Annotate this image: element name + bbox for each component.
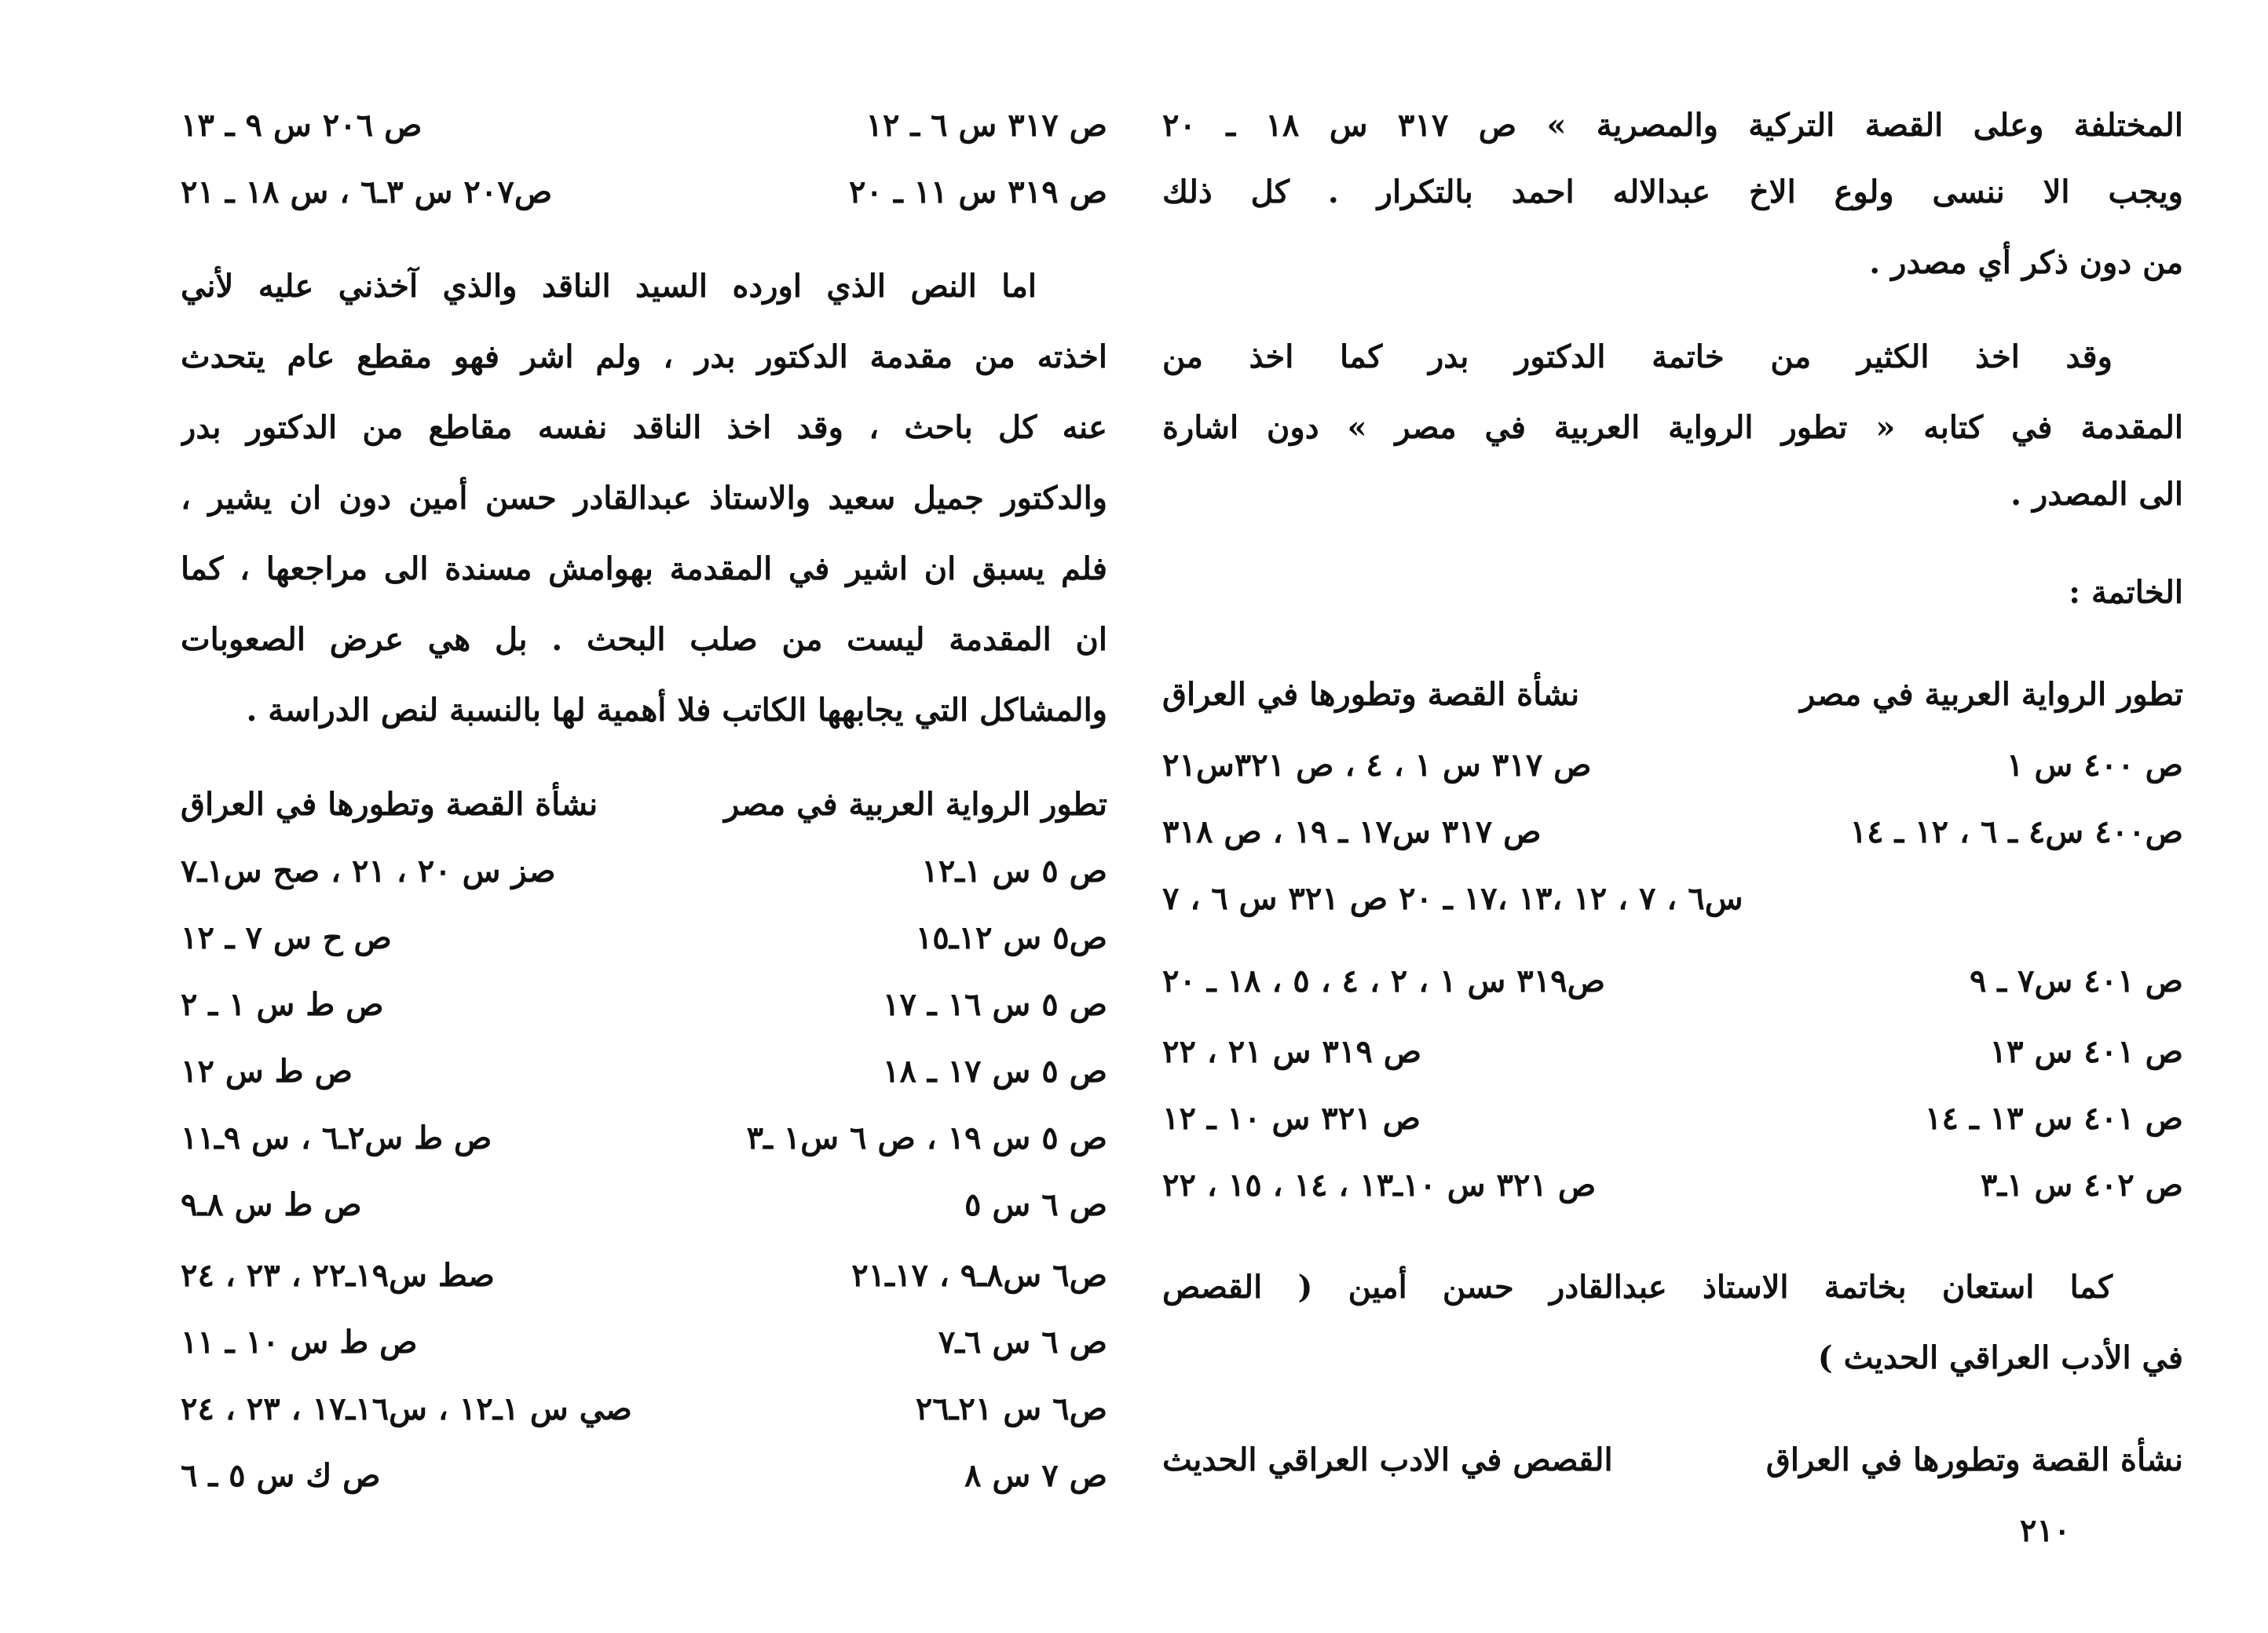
paragraph-line: والمشاكل التي يجابهها الكاتب فلا أهمية لها بالنسبة لنص الدراسة . [246, 692, 1107, 729]
table-cell-left: ص ك س ٥ ـ ٦ [181, 1457, 381, 1494]
paragraph-line: المختلفة وعلى القصة التركية والمصرية » ص ٣١٧ س ١٨ ـ ٢٠ [1162, 107, 2183, 144]
table-cell-right: ص ٥ س ١٧ ـ ١٨ [883, 1053, 1107, 1090]
table-cell-right: ص ٤٠٢ س ١ـ٣ [1980, 1167, 2183, 1204]
table-row [181, 1182, 1107, 1229]
table-cell-left: ص ٣٢١ س ١٠ ـ ١٢ [1162, 1100, 1421, 1137]
table-row [181, 169, 1107, 216]
table-row [1162, 742, 2183, 789]
paragraph-line: ان المقدمة ليست من صلب البحث . بل هي عرض الصعوبات [181, 621, 1107, 658]
table-row [181, 915, 1107, 962]
table-row [181, 1252, 1107, 1299]
table-header-left: نشأة القصة وتطورها في العراق [181, 786, 598, 823]
table-cell-right: ص ٤٠١ س ١٣ ـ ١٤ [1925, 1100, 2183, 1137]
table-header-left: القصص في الادب العراقي الحديث [1162, 1441, 1613, 1478]
table-row [1162, 1028, 2183, 1076]
table-cell-right: ص ٤٠٠ س ١ [2006, 747, 2183, 784]
table-row [181, 1115, 1107, 1162]
paragraph-line: عنه كل باحث ، وقد اخذ الناقد نفسه مقاطع من الدكتور بدر [181, 409, 1107, 446]
table-header-row [181, 781, 1107, 828]
table-cell-left: ص ٣١٧ س ١ ، ٤ ، ص ٣٢١س٢١ [1162, 747, 1592, 784]
table-cell-left: ص ٢٠٦ س ٩ ـ ١٣ [181, 107, 423, 144]
table-header-row [1162, 1437, 2183, 1484]
table-cell-left: ص ط س ٨ـ٩ [181, 1186, 362, 1223]
table-cell-right: ص٦ س ٢١ـ٢٦ [915, 1390, 1107, 1427]
table-header-left: نشأة القصة وتطورها في العراق [1162, 676, 1580, 713]
paragraph-line: من دون ذكر أي مصدر . [1869, 244, 2183, 281]
table-cell-right: ص ٣١٩ س ١١ ـ ٢٠ [849, 174, 1107, 210]
paragraph-line: الى المصدر . [2010, 476, 2183, 513]
table-cell-left: ص ط س٢ـ٦ ، س ٩ـ١١ [181, 1120, 492, 1156]
table-cell-left: صز س ٢٠ ، ٢١ ، صح س١ـ٧ [181, 853, 556, 890]
table-cell-left: ص ط س ١٠ ـ ١١ [181, 1324, 418, 1361]
table-cell-left: ص ٣١٩ س ٢١ ، ٢٢ [1162, 1033, 1422, 1070]
table-row [181, 1048, 1107, 1095]
table-cell-right: ص ٣١٧ س ٦ ـ ١٢ [865, 107, 1107, 144]
table-row [181, 102, 1107, 149]
table-cell-right: ص ٥ س ١٦ ـ ١٧ [883, 986, 1107, 1023]
paragraph-line: في الأدب العراقي الحديث ) [1817, 1339, 2183, 1376]
table-row [181, 1319, 1107, 1366]
table-header-right: تطور الرواية العربية في مصر [1800, 676, 2183, 713]
table-row [181, 1386, 1107, 1433]
table-row [1162, 875, 2183, 922]
table-cell-left: صط س١٩ـ٢٢ ، ٢٣ ، ٢٤ [181, 1257, 495, 1294]
left-page [181, 0, 1107, 1633]
table-cell-right: ص ٦ س ٥ [964, 1186, 1107, 1223]
paragraph-line: كما استعان بخاتمة الاستاذ عبدالقادر حسن أمين ( القصص [1162, 1269, 2113, 1306]
table-header-right: نشأة القصة وتطورها في العراق [1765, 1441, 2183, 1478]
table-cell-right: ص٦ س٨ـ٩ ، ١٧ـ٢١ [851, 1257, 1107, 1294]
table-cell-left: ص ط س ١٢ [181, 1053, 353, 1090]
table-cell-right: ص ٤٠١ س٧ ـ ٩ [1969, 963, 2183, 999]
table-cell-right: ص ٥ س ١ـ١٢ [921, 853, 1107, 890]
table-cell-left: ص ٣٢١ س ١٠ـ١٣ ، ١٤ ، ١٥ ، ٢٢ [1162, 1167, 1597, 1204]
table-cell-left: ص ٣١٧ س١٧ ـ ١٩ ، ص ٣١٨ [1162, 813, 1542, 850]
paragraph-line: اما النص الذي اورده السيد الناقد والذي آخذني عليه لأني [181, 268, 1037, 305]
paragraph-line: والدكتور جميل سعيد والاستاذ عبدالقادر حسن أمين دون ان يشير ، [181, 480, 1107, 517]
table-cell-left: ص ح س ٧ ـ ١٢ [181, 919, 392, 956]
table-cell-left: ص٣١٩ س ١ ، ٢ ، ٤ ، ٥ ، ١٨ ـ ٢٠ [1162, 963, 1606, 999]
paragraph-line: وقد اخذ الكثير من خاتمة الدكتور بدر كما اخذ من [1162, 338, 2113, 375]
table-header-right: تطور الرواية العربية في مصر [724, 786, 1107, 823]
table-cell-right: ص ٧ س ٨ [964, 1457, 1107, 1494]
table-cell-right: ص ٤٠١ س ١٣ [1989, 1033, 2183, 1070]
page-number: ٢١٠ [2020, 1512, 2071, 1549]
table-cell-right: ص ٥ س ١٩ ، ص ٦ س١ ـ٣ [746, 1120, 1107, 1156]
table-row [1162, 1095, 2183, 1142]
table-cell-left: صي س ١ـ١٢ ، س١٦ـ١٧ ، ٢٣ ، ٢٤ [181, 1390, 632, 1427]
section-heading: الخاتمة : [2069, 574, 2183, 611]
right-page [1162, 0, 2183, 1633]
table-row [181, 981, 1107, 1028]
table-cell-right: ص٥ س ١٢ـ١٥ [915, 919, 1107, 956]
paragraph-line: ويجب الا ننسى ولوع الاخ عبدالاله احمد بالتكرار . كل ذلك [1162, 174, 2183, 210]
table-cell-left: ص ط س ١ ـ ٢ [181, 986, 384, 1023]
table-row [1162, 809, 2183, 856]
table-row [1162, 1162, 2183, 1209]
paragraph-line: المقدمة في كتابه « تطور الرواية العربية في مصر » دون اشارة [1162, 409, 2183, 446]
table-header-row [1162, 671, 2183, 718]
paragraph-line: اخذته من مقدمة الدكتور بدر ، ولم اشر فهو مقطع عام يتحدث [181, 338, 1107, 375]
table-cell-right: ص٤٠٠ س٤ ـ ٦ ، ١٢ ـ ١٤ [1849, 813, 2183, 850]
table-cell-left: س٦ ، ٧ ، ١٢ ،١٣ ،١٧ ـ ٢٠ ص ٣٢١ س ٦ ، ٧ [1162, 880, 1743, 917]
table-cell-left: ص٢٠٧ س ٣ـ٦ ، س ١٨ ـ ٢١ [181, 174, 553, 210]
table-row [1162, 958, 2183, 1005]
table-row [181, 1452, 1107, 1500]
table-cell-right: ص ٦ س ٦ـ٧ [938, 1324, 1107, 1361]
table-row [181, 848, 1107, 895]
paragraph-line: فلم يسبق ان اشير في المقدمة بهوامش مسندة الى مراجعها ، كما [181, 550, 1107, 587]
